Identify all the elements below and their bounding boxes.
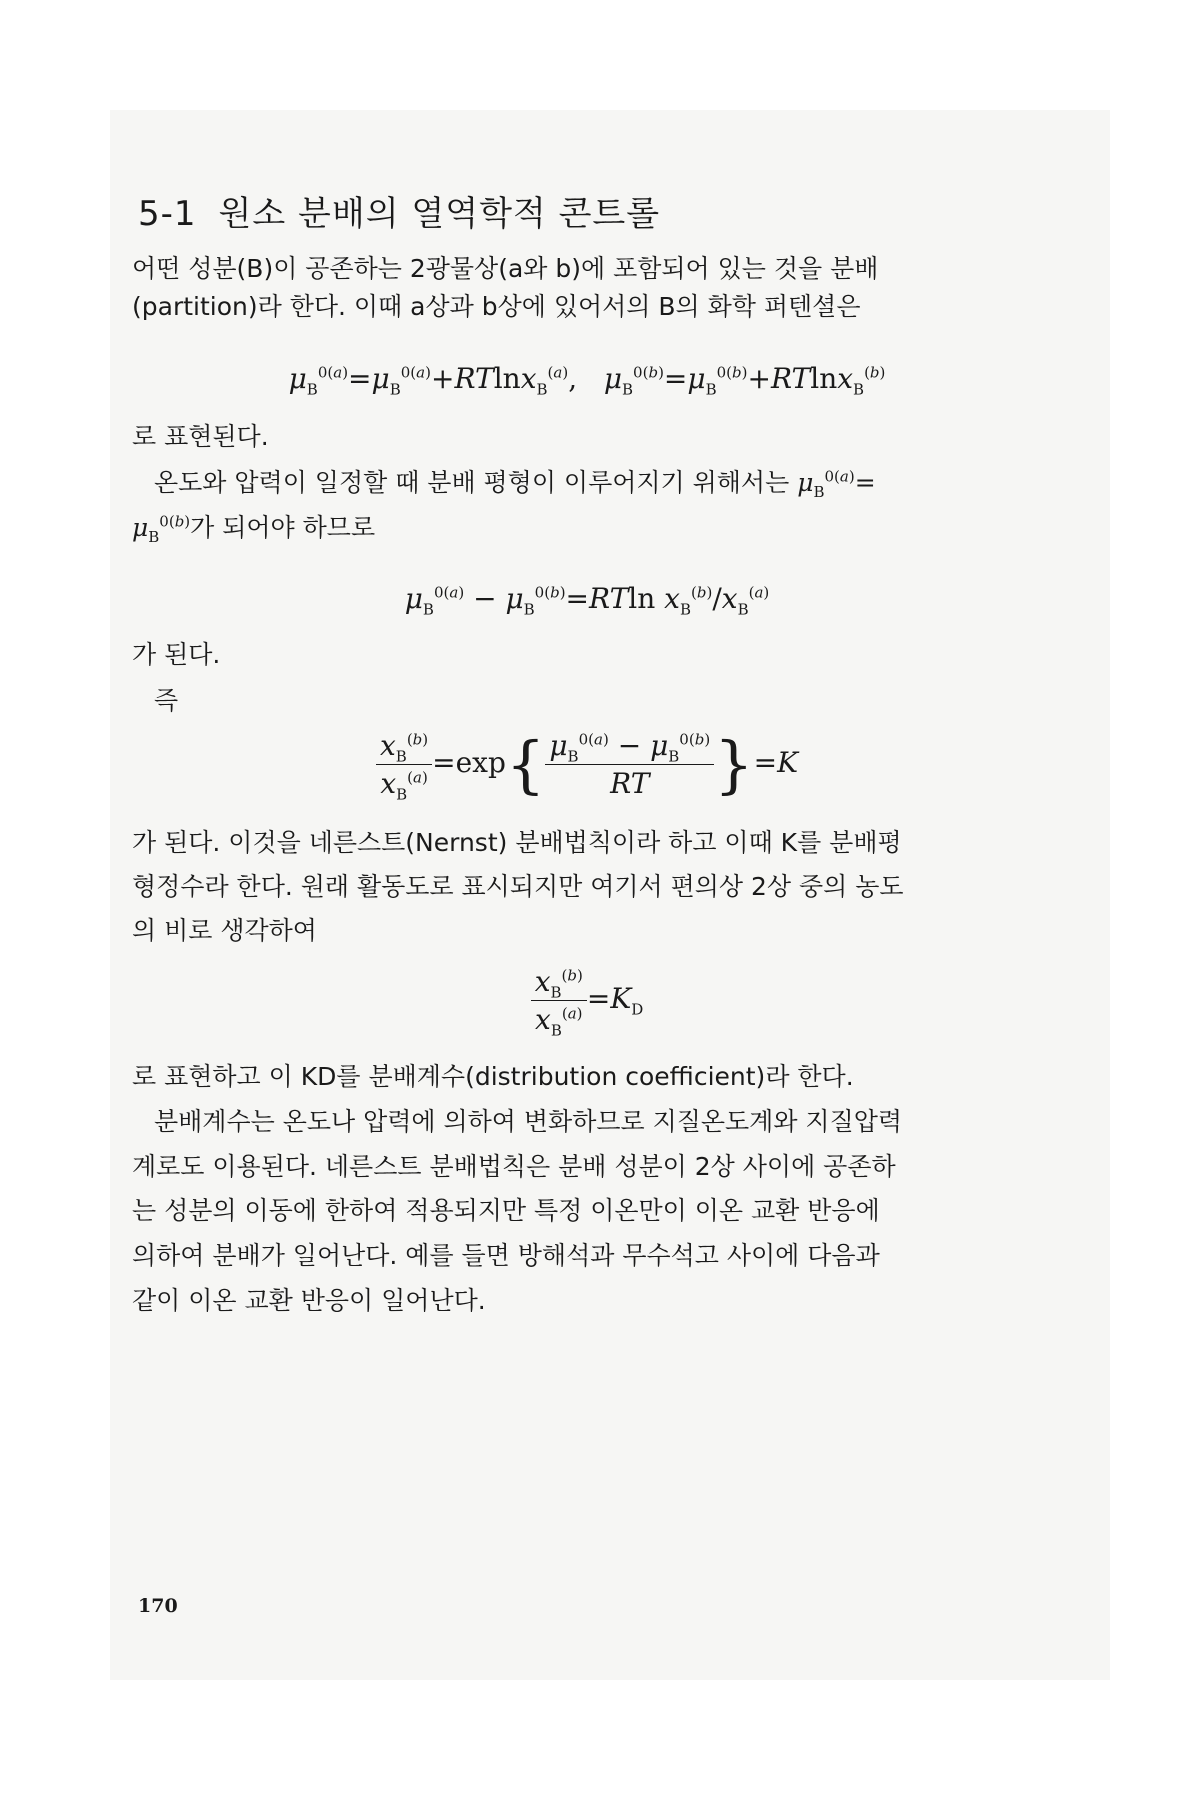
equation-difference: $\mu_B^{0(a)} - \mu_B^{0(b)}=RTln$ $x_B^{(b)}/x_B^{(a)}$ [404, 582, 770, 619]
paragraph-text: 온도와 압력이 일정할 때 분배 평형이 이루어지기 위해서는 [154, 468, 790, 497]
paragraph-line: 분배계수는 온도나 압력에 의하여 변화하므로 지질온도계와 지질압력 [154, 1107, 903, 1136]
paragraph-line: 어떤 성분(B)이 공존하는 2광물상(a와 b)에 포함되어 있는 것을 분배 [132, 254, 879, 283]
equation-distribution-coefficient: $\frac{x_B^{(b)}}{x_B^{(a)}}$ $=K_D$ [132, 965, 1042, 1036]
paragraph-line: 의 비로 생각하여 [132, 916, 317, 945]
section-number: 5-1 [138, 194, 197, 234]
paragraph-line: 가 된다. [132, 640, 221, 669]
paragraph-line: 즉 [154, 686, 179, 715]
paragraph-line: 같이 이온 교환 반응이 일어난다. [132, 1286, 486, 1315]
equation-nernst: $\frac{x_B^{(b)}}{x_B^{(a)}}$ =exp{ $\frac{\mu_B^{0(a)} - \mu_B^{0(b)}}{RT}$ }=K [132, 728, 1042, 801]
paragraph-line: 로 표현하고 이 KD를 분배계수(distribution coefficient)라 한다. [132, 1062, 854, 1091]
paragraph-line: 로 표현된다. [132, 422, 269, 451]
paragraph-line: 의하여 분배가 일어난다. 예를 들면 방해석과 무수석고 사이에 다음과 [132, 1241, 880, 1270]
paragraph-line: 계로도 이용된다. 네른스트 분배법칙은 분배 성분이 2상 사이에 공존하 [132, 1152, 896, 1181]
paragraph-line: 는 성분의 이동에 한하여 적용되지만 특정 이온만이 이온 교환 반응에 [132, 1196, 880, 1225]
paragraph-line: $\mu_B^{0(b)}$가 되어야 하므로 [132, 512, 376, 546]
paragraph-text: 가 되어야 하므로 [190, 513, 376, 542]
paragraph-line: 가 된다. 이것을 네른스트(Nernst) 분배법칙이라 하고 이때 K를 분배평 [132, 828, 902, 857]
equation-chemical-potential: $\mu_B^{0(a)}=\mu_B^{0(a)}+RTlnx_B^{(a)}$, $\mu_B^{0(b)}=\mu_B^{0(b)}+RTlnx_B^{(b)}$ [288, 362, 886, 399]
paragraph-line: (partition)라 한다. 이때 a상과 b상에 있어서의 B의 화학 퍼텐셜은 [132, 292, 861, 321]
section-heading [138, 186, 660, 235]
paragraph-line: 형정수라 한다. 원래 활동도로 표시되지만 여기서 편의상 2상 중의 농도 [132, 872, 904, 901]
paragraph-line: 온도와 압력이 일정할 때 분배 평형이 이루어지기 위해서는 $\mu_B^{0(a)}=$ [132, 458, 1042, 507]
page-number: 170 [138, 1595, 178, 1617]
section-title: 원소 분배의 열역학적 콘트롤 [218, 194, 661, 234]
